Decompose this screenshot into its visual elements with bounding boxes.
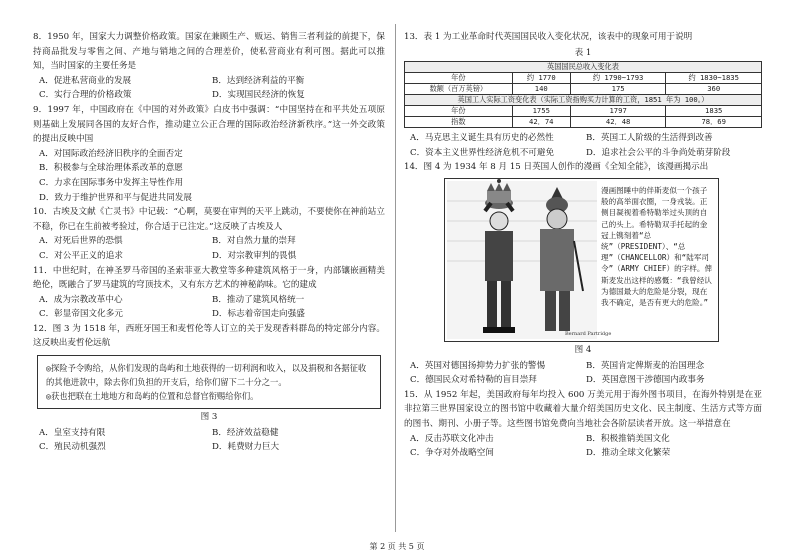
table-cell: 1797 [570,106,666,117]
table-row [405,73,762,84]
table-cell: 78．69 [666,117,762,128]
question-14 [404,160,762,387]
table-cell: 1755 [512,106,570,117]
question-14-options [410,359,762,388]
option-10b[interactable]: B．对自然力量的崇拜 [212,236,296,247]
question-10 [33,205,385,263]
table-1-title: 英国国民总收入变化表 [405,62,762,73]
table-cell: 年份 [405,106,513,117]
figure-3-clause-1: ◎探险予令购给，从你们发现的岛屿和土地获得的一切利润和收入，以及捐税和各据征收的其他进款中，除去你们负担的开支后，给你们留下二十分之一。 [46,363,367,388]
option-12b[interactable]: B．经济效益稳健 [212,427,279,438]
page-footer: 第 2 页 共 5 页 [369,542,425,551]
option-10a[interactable]: A．对死后世界的恐惧 [39,236,123,247]
option-13d[interactable]: D．追求社会公平的斗争尚处萌芽阶段 [586,147,731,158]
table-cell: 约 1790~1793 [570,73,666,84]
left-column [33,30,385,455]
question-8 [33,30,385,103]
question-12-stem: 12．图 3 为 1518 年，西班牙国王和麦哲伦等人订立的关于发现香料群岛的特定部分内容。这反映出麦哲伦远航 [33,323,385,349]
option-8b[interactable]: B．达到经济利益的平衡 [212,75,305,86]
question-11-stem: 11．中世纪时，在神圣罗马帝国的圣索菲亚大教堂等多种建筑风格于一身，内部镶嵌画精美绝伦，既融合了罗马建筑的穹顶技术，又有东方艺术的神秘韵味。它的建成 [33,265,385,291]
option-15d[interactable]: D．推动全球文化繁荣 [586,448,671,459]
option-9c[interactable]: C．力求在国际事务中发挥主导性作用 [39,177,184,188]
figure-3-document-box [37,355,381,409]
table-2-title: 英国工人实际工资变化表（实际工资指购买力计算的工资，1851 年为 100。） [405,95,762,106]
figure-4-caption: 图 4 [574,344,592,355]
option-10d[interactable]: D．对宗教审判的畏惧 [212,250,297,261]
option-15c[interactable]: C．争夺对外战略空间 [410,448,494,459]
table-cell: 175 [570,84,666,95]
table-cell: 1835 [666,106,762,117]
table-cell: 数额（百万英镑） [405,84,513,95]
question-12-options [39,426,385,455]
option-13b[interactable]: B．英国工人阶级的生活得到改善 [586,133,713,144]
option-8d[interactable]: D．实现国民经济的恢复 [212,90,305,101]
option-11c[interactable]: C．彰显帝国文化多元 [39,309,123,320]
option-14c[interactable]: C．德国民众对希特勒的盲目崇拜 [410,375,537,386]
table-row [405,106,762,117]
figure-4-cartoon [444,178,719,342]
cartoon-illustration [447,181,612,339]
option-9b[interactable]: B．积极参与全球治理体系改革的意愿 [39,163,183,174]
option-13c[interactable]: C．资本主义世界性经济危机不可避免 [410,147,555,158]
question-13 [404,30,762,160]
table-cell: 约 1770 [512,73,570,84]
question-10-options [39,234,385,263]
table-cell: 42．74 [512,117,570,128]
option-12d[interactable]: D．耗费财力巨大 [212,442,280,453]
question-10-stem: 10．古埃及文献《亡灵书》中记载：“心啊，莫要在审判的天平上跳动，不要使你在神前站立不稳，你已在生前被考验过，你合适于已注定。”这反映了古埃及人 [33,207,385,232]
right-column [404,30,762,461]
question-15 [404,388,762,461]
figure-3-caption: 图 3 [200,412,218,423]
cartoon-description: 漫画图睡中的伴斯麦似一个孩子般的高举面衣圈，一身戎装。正侧目凝视着希特勒举过头顶的自己的头上。希特勒双手托起的金冠上镌刻着“总统”（PRESIDENT）、“总理”（CHANCELLOR）和“陆军司令”（ARMY CHIEF）的字样。俾斯麦发出这样的感慨：“我曾经认为德国最大的危险是分裂，现在我不确定，是否有更大的危险。” [601,185,713,307]
table-1 [404,61,762,128]
table-1-caption: 表 1 [574,47,592,58]
option-9a[interactable]: A．对国际政治经济旧秩序的全面否定 [39,148,183,159]
option-11b[interactable]: B．推动了建筑风格统一 [212,294,305,305]
option-15a[interactable]: A．反击苏联文化冲击 [410,433,494,444]
option-15b[interactable]: B．积极推销美国文化 [586,433,670,444]
question-14-stem: 14．图 4 为 1934 年 8 月 15 日英国人创作的漫画《全知全能》，该漫画揭示出 [404,162,709,173]
question-9 [33,103,385,205]
option-12a[interactable]: A．皇室支持有限 [39,427,106,438]
table-cell: 约 1830~1835 [666,73,762,84]
question-13-options [410,131,762,160]
question-15-stem: 15．从 1952 年起，美国政府每年均投入 600 万美元用于海外图书项目，在海外特别是在亚非拉第三世界国家设立的图书馆中收藏着大量介绍美国历史文化、民主制度、生活方式等方面的图书、期刊、小册子等。这些图书馆免费向当地社会各阶层读者开放。这一举措意在 [404,389,762,429]
option-8a[interactable]: A．促进私营商业的发展 [39,75,132,86]
question-13-stem: 13．表 1 为工业革命时代英国国民收入变化状况，该表中的现象可用于说明 [404,32,693,42]
option-13a[interactable]: A．马克思主义诞生具有历史的必然性 [410,133,554,144]
question-11-options [39,293,385,322]
option-14a[interactable]: A．英国对德国扬抑势力扩张的警惕 [410,360,546,371]
table-cell: 42．48 [570,117,666,128]
question-8-options [39,74,385,103]
table-cell: 140 [512,84,570,95]
option-14b[interactable]: B．英国肯定俾斯麦的治国理念 [586,360,705,371]
table-row [405,84,762,95]
table-cell: 360 [666,84,762,95]
table-row [405,117,762,128]
cartoon-signature: Bernard Partridge [565,330,612,337]
question-8-stem: 8．1950 年，国家大力调整价格政策。国家在兼顾生产、贩运、销售三者利益的前提下，保持商品批发与零售之间、产地与销地之间的合理差价，使私营商业有利可图。据此可以推知，当时国家的主要任务是 [33,32,385,72]
figure-3-clause-2: ◎获也把联在土地地方和岛屿的位置和总督官衔赐给你们。 [46,391,259,402]
question-15-options [410,432,762,461]
option-10c[interactable]: C．对公平正义的追求 [39,250,123,261]
question-11 [33,264,385,322]
option-8c[interactable]: C．实行合理的价格政策 [39,90,132,101]
table-cell: 年份 [405,73,513,84]
option-11a[interactable]: A．成为宗教改革中心 [39,294,123,305]
column-divider [395,24,396,532]
option-9d[interactable]: D．致力于维护世界和平与促进共同发展 [39,192,192,203]
table-cell: 指数 [405,117,513,128]
option-12c[interactable]: C．殖民动机强烈 [39,442,106,453]
question-9-stem: 9．1997 年，中国政府在《中国的对外政策》白皮书中强调：“中国坚持在和平共处五项原则基础上发展同各国的友好合作，推动建立公正合理的国际政治经济新秩序。”这一外交政策的提出反映中国 [33,104,385,145]
option-14d[interactable]: D．英国意图干涉德国内政事务 [586,375,705,386]
question-12 [33,322,385,455]
option-11d[interactable]: D．标志着帝国走向强盛 [212,309,305,320]
